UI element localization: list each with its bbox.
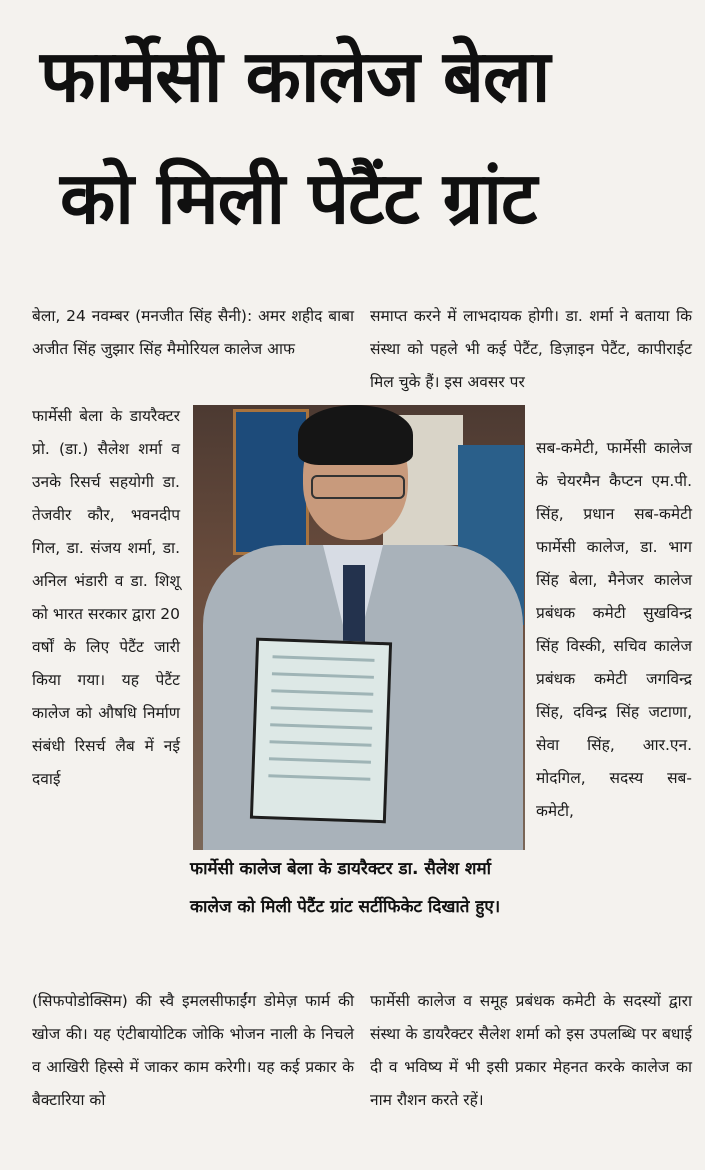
article-col2-side: सब-कमेटी, फार्मेसी कालेज के चेयरमैन कैप्टन एम.पी. सिंह, प्रधान सब-कमेटी फार्मेसी कालेज, डा. भाग सिंह बेला, मैनेजर कालेज प्रबंधक कमेटी सुखविन्द्र सिंह विस्की, सचिव कालेज प्रबंधक कमेटी जगविन्द्र सिंह, दविन्द्र सिंह जटाणा, सेवा सिंह, आर.एन. मोदगिल, सदस्य सब-कमेटी,	[536, 439, 692, 820]
article-bottom-right: फार्मेसी कालेज व समूह प्रबंधक कमेटी के सदस्यों द्वारा संस्था के डायरैक्टर सैलेश शर्मा को इस उपलब्धि पर बधाई दी व भविष्य में भी इसी प्रकार मेहनत करके कालेज का नाम रौशन करते रहें।	[370, 992, 692, 1109]
article-bottom-left: (सिफपोडोक्सिम) की स्वै इमलसीफाईंग डोमेज़ फार्म की खोज की। यह एंटीबायोटिक जोकि भोजन नाली के निचले व आखिरी हिस्से में जाकर काम करेगी। यह कई प्रकार के बैक्टारिया को	[32, 992, 354, 1109]
glasses	[311, 475, 405, 499]
article-col1-top: बेला, 24 नवम्बर (मनजीत सिंह सैनी): अमर शहीद बाबा अजीत सिंह जुझार सिंह मैमोरियल कालेज आफ	[32, 307, 354, 358]
news-photo	[193, 405, 525, 850]
headline-line-2: को मिली पेटैंट ग्रांट	[60, 156, 537, 240]
article-col2-top: समाप्त करने में लाभदायक होगी। डा. शर्मा ने बताया कि संस्था को पहले भी कई पेटैंट, डिज़ाइन पेटैंट, कापीराईट मिल चुके हैं। इस अवसर पर	[370, 307, 692, 391]
hair	[298, 405, 413, 465]
headline-line-1: फार्मेसी कालेज बेला	[40, 34, 550, 118]
article-col1-side: फार्मेसी बेला के डायरैक्टर प्रो. (डा.) सैलेश शर्मा व उनके रिसर्च सहयोगी डा. तेजवीर कौर, भवनदीप गिल, डा. संजय शर्मा, डा. अनिल भंडारी व डा. शिशू को भारत सरकार द्वारा 20 वर्षों के लिए पेटैंट जारी किया गया। यह पेटैंट कालेज को औषधि निर्माण संबंधी रिसर्च लैब में नई दवाई	[32, 407, 180, 788]
patent-certificate	[250, 638, 392, 824]
photo-caption: फार्मेसी कालेज बेला के डायरैक्टर डा. सैलेश शर्मा कालेज को मिली पेटैंट ग्रांट सर्टीफिकेट दिखाते हुए।	[190, 859, 501, 917]
